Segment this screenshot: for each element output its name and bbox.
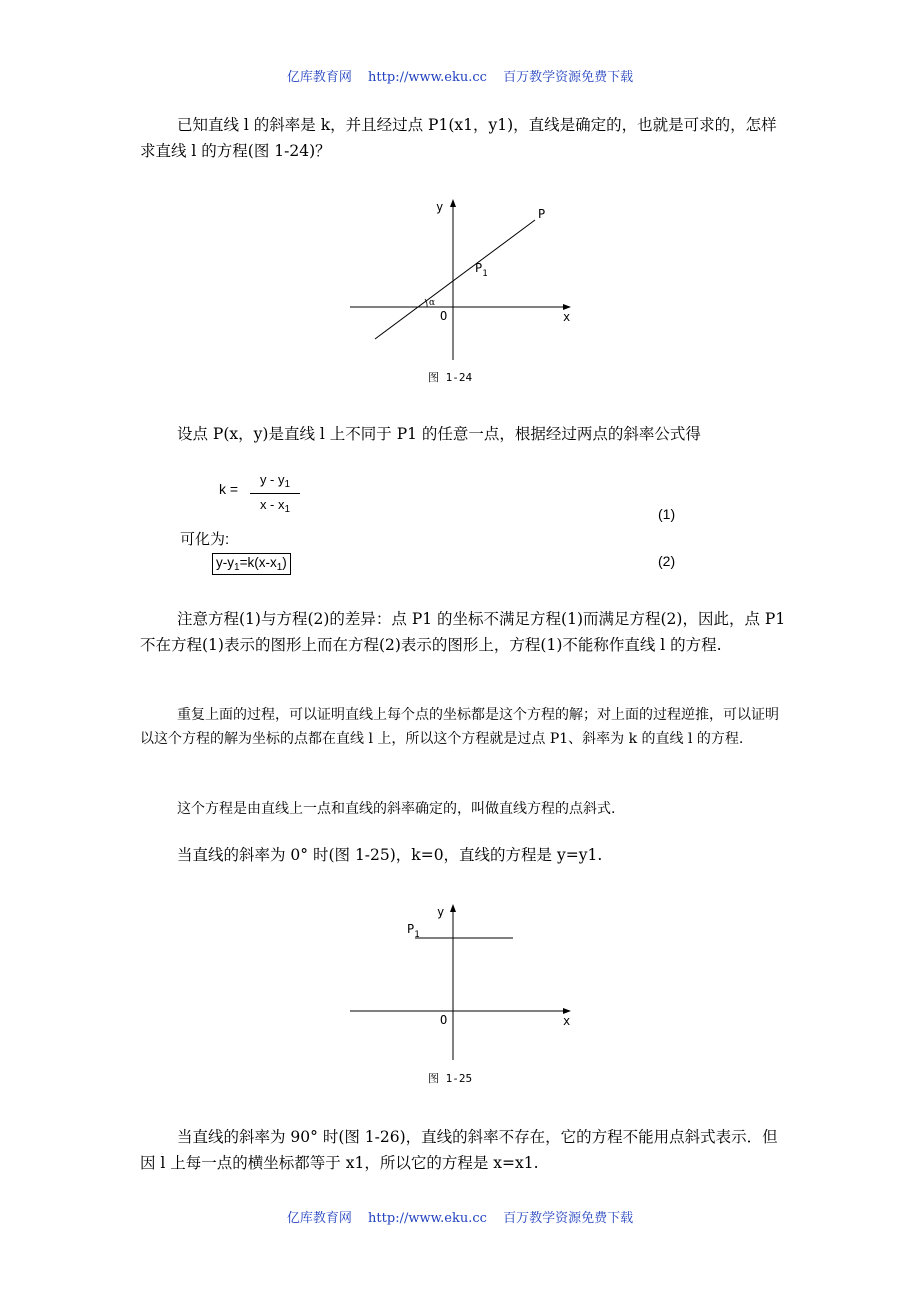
point-p1-label: $P_1$ — [407, 922, 420, 940]
figure-1-24 — [345, 195, 580, 384]
x-axis-label: x — [563, 310, 571, 324]
reduce-text: 可化为: — [180, 531, 230, 548]
origin-label: O — [440, 309, 448, 323]
paragraph-set-point: 设点 P(x，y)是直线 l 上不同于 P1 的任意一点，根据经过两点的斜率公式得 — [177, 425, 701, 443]
figure-1-25 — [345, 900, 580, 1085]
y-axis-label: y — [436, 200, 444, 214]
page-footer — [0, 1207, 920, 1226]
formula-1-lhs: k = — [219, 481, 239, 497]
header-slogan: 百万教学资源免费下载 — [503, 70, 634, 85]
point-p1-label: $P_1$ — [475, 261, 488, 279]
header-site-name: 亿库教育网 — [286, 70, 352, 85]
formula-2-boxed: $y-y_1=k(x-x_1)$ — [212, 553, 291, 575]
figure-1-24-caption: 图 1-24 — [428, 371, 473, 384]
figure-1-25-caption: 图 1-25 — [428, 1072, 473, 1085]
figure-1-25-graph — [345, 900, 580, 1075]
paragraph-slope-zero: 当直线的斜率为 0° 时(图 1-25)，k=0，直线的方程是 y=y1. — [177, 846, 603, 864]
y-axis-label: y — [437, 905, 445, 919]
formula-1-fraction — [250, 472, 300, 515]
alpha-label: α — [429, 298, 436, 308]
y-axis-arrow-icon — [450, 904, 456, 912]
footer-site-name: 亿库教育网 — [286, 1211, 352, 1226]
point-p-label: P — [538, 207, 546, 221]
paragraph-difference: 注意方程(1)与方程(2)的差异：点 P1 的坐标不满足方程(1)而满足方程(2)，因此，点 P1 不在方程(1)表示的图形上而在方程(2)表示的图形上，方程(1)不能称作直线 l 的方程. — [140, 610, 786, 654]
paragraph-repeat-process: 重复上面的过程，可以证明直线上每个点的坐标都是这个方程的解；对上面的过程逆推，可以证明以这个方程的解为坐标的点都在直线 l 上，所以这个方程就是过点 P1、斜率为 k 的直线 l 的方程. — [140, 707, 779, 747]
y-axis-arrow-icon — [450, 199, 456, 207]
header-url-link[interactable]: http://www.eku.cc — [368, 70, 487, 85]
paragraph-point-slope-def: 这个方程是由直线上一点和直线的斜率确定的，叫做直线方程的点斜式. — [177, 801, 616, 817]
fraction-bar — [250, 493, 300, 494]
formula-1-denominator: x - $x_1$ — [259, 497, 291, 515]
paragraph-intro: 已知直线 l 的斜率是 k，并且经过点 P1(x1，y1)，直线是确定的，也就是可求的，怎样求直线 l 的方程(图 1-24)？ — [140, 116, 777, 160]
line-l — [375, 220, 535, 339]
x-axis-label: x — [563, 1014, 571, 1028]
figure-1-24-graph — [345, 195, 580, 370]
formula-2-number: (2) — [658, 553, 676, 569]
formula-1-numerator: y - $y_1$ — [259, 472, 291, 490]
footer-slogan: 百万教学资源免费下载 — [503, 1211, 634, 1226]
paragraph-slope-ninety: 当直线的斜率为 90° 时(图 1-26)，直线的斜率不存在，它的方程不能用点斜式表示．但因 l 上每一点的横坐标都等于 x1，所以它的方程是 x=x1. — [140, 1128, 778, 1172]
footer-url-link[interactable]: http://www.eku.cc — [368, 1211, 487, 1226]
formula-1-number: (1) — [658, 506, 676, 522]
page-header — [0, 66, 920, 85]
origin-label: O — [440, 1013, 448, 1027]
